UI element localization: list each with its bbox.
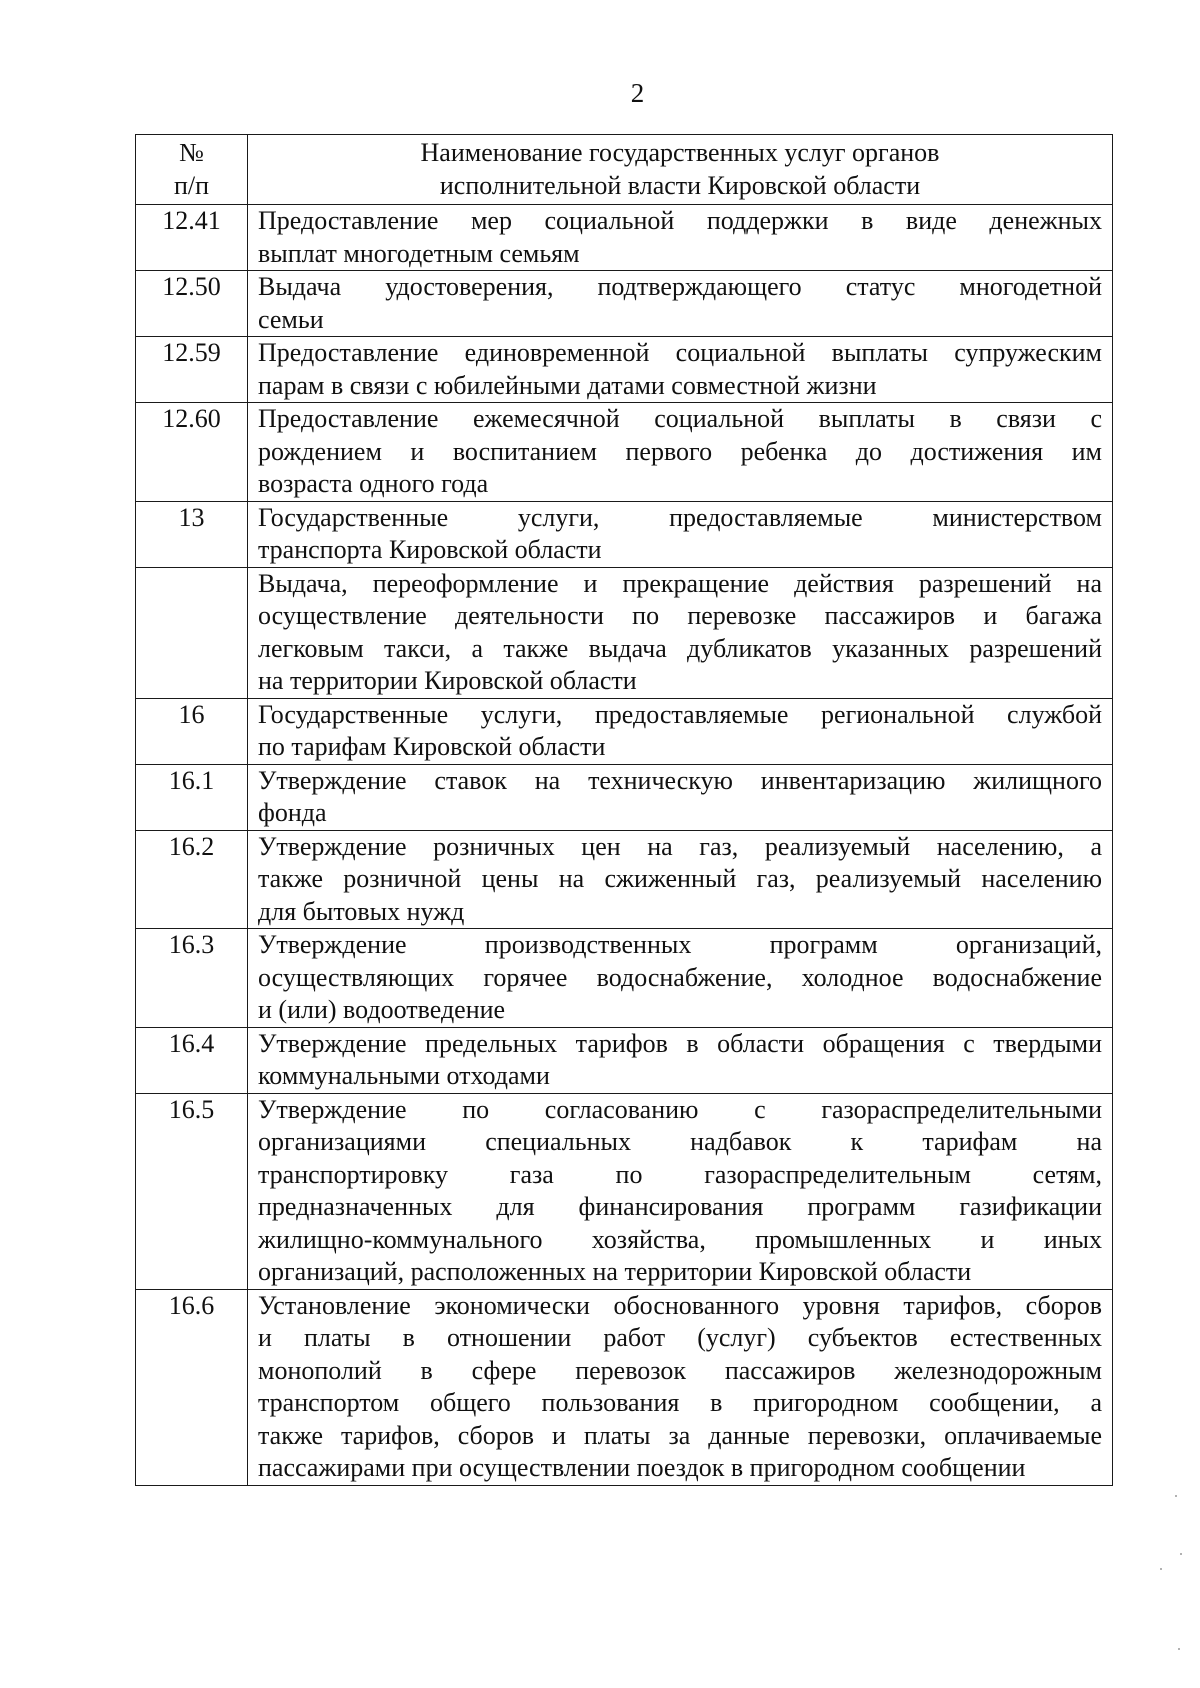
table-row	[136, 271, 1113, 337]
table-header-row	[136, 135, 1113, 205]
table-row	[136, 830, 1113, 929]
row-name-cell	[248, 1027, 1113, 1093]
row-name-line: транспортом общего пользования в пригородном сообщении, а	[258, 1388, 1102, 1417]
row-name-cell	[248, 337, 1113, 403]
row-number-cell: 16	[136, 698, 248, 764]
header-number-cell	[136, 135, 248, 205]
row-name-line: жилищно-коммунального хозяйства, промышленных и иных	[258, 1224, 1102, 1254]
row-name-cell	[248, 698, 1113, 764]
row-name-cell	[248, 403, 1113, 502]
table-body	[136, 205, 1113, 1486]
row-name-cell	[248, 1289, 1113, 1485]
row-name-line: на территории Кировской области	[258, 666, 637, 695]
table-row	[136, 929, 1113, 1028]
row-name-line: Утверждение производственных программ организаций,	[258, 930, 1102, 959]
row-name-line: семьи	[258, 304, 324, 334]
row-name-cell	[248, 929, 1113, 1028]
row-name-line: предназначенных для финансирования программ газификации	[258, 1192, 1102, 1221]
scan-speck	[1160, 1568, 1162, 1570]
row-number-cell: 16.3	[136, 929, 248, 1028]
row-number-cell: 16.6	[136, 1289, 248, 1485]
row-name-line: транспорта Кировской области	[258, 535, 602, 564]
services-table	[135, 134, 1113, 1486]
table-row	[136, 1289, 1113, 1485]
row-name-line: также тарифов, сборов и платы за данные перевозки, оплачиваемые	[258, 1420, 1102, 1450]
row-name-line: рождением и воспитанием первого ребенка до достижения им	[258, 436, 1102, 466]
page-number: 2	[630, 78, 645, 108]
header-name-line: исполнительной власти Кировской области	[439, 170, 921, 200]
row-name-line: коммунальными отходами	[258, 1061, 550, 1090]
row-name-line: Выдача, переоформление и прекращение действия разрешений на	[258, 568, 1102, 598]
row-name-cell	[248, 830, 1113, 929]
row-name-line: Установление экономически обоснованного уровня тарифов, сборов	[258, 1290, 1102, 1320]
row-name-line: транспортировку газа по газораспределительным сетям,	[258, 1159, 1102, 1189]
row-name-line: Государственные услуги, предоставляемые министерством	[258, 502, 1102, 532]
row-name-line: по тарифам Кировской области	[258, 732, 606, 761]
row-number-cell	[136, 567, 248, 698]
row-name-line: также розничной цены на сжиженный газ, реализуемый населению	[258, 864, 1102, 893]
table-row	[136, 1027, 1113, 1093]
row-name-line: для бытовых нужд	[258, 896, 465, 926]
header-number-symbol: №	[179, 138, 204, 167]
table-row	[136, 403, 1113, 502]
row-number-cell: 16.1	[136, 764, 248, 830]
row-name-cell	[248, 764, 1113, 830]
row-name-cell	[248, 1093, 1113, 1289]
row-name-line: организаций, расположенных на территории Кировской области	[258, 1257, 972, 1286]
row-number-cell: 16.5	[136, 1093, 248, 1289]
row-name-line: и платы в отношении работ (услуг) субъектов естественных	[258, 1323, 1102, 1352]
row-name-cell	[248, 271, 1113, 337]
row-name-cell	[248, 567, 1113, 698]
table-row	[136, 337, 1113, 403]
row-name-cell	[248, 205, 1113, 271]
row-name-line: и (или) водоотведение	[258, 995, 506, 1024]
row-number-cell: 12.41	[136, 205, 248, 271]
header-name-cell	[248, 135, 1113, 205]
table-row	[136, 501, 1113, 567]
row-name-line: Предоставление мер социальной поддержки в виде денежных	[258, 206, 1102, 235]
table-row	[136, 1093, 1113, 1289]
row-name-line: легковым такси, а также выдача дубликатов указанных разрешений	[258, 633, 1102, 663]
row-name-line: возраста одного года	[258, 469, 489, 498]
row-name-line: Предоставление ежемесячной социальной выплаты в связи с	[258, 404, 1102, 433]
table-row	[136, 698, 1113, 764]
row-number-cell: 16.4	[136, 1027, 248, 1093]
table-row	[136, 567, 1113, 698]
row-name-line: монополий в сфере перевозок пассажиров железнодорожным	[258, 1355, 1102, 1385]
row-name-line: фонда	[258, 798, 327, 827]
row-number-cell: 12.50	[136, 271, 248, 337]
table-row	[136, 205, 1113, 271]
scan-speck	[1178, 1648, 1180, 1650]
row-number-cell: 13	[136, 501, 248, 567]
row-name-line: парам в связи с юбилейными датами совместной жизни	[258, 370, 877, 400]
row-name-line: Утверждение розничных цен на газ, реализуемый населению, а	[258, 831, 1102, 861]
row-number-cell: 16.2	[136, 830, 248, 929]
row-name-line: Утверждение по согласованию с газораспределительными	[258, 1094, 1102, 1124]
row-name-line: осуществление деятельности по перевозке пассажиров и багажа	[258, 601, 1102, 630]
row-name-line: выплат многодетным семьям	[258, 238, 580, 268]
row-number-cell: 12.60	[136, 403, 248, 502]
row-name-line: Утверждение предельных тарифов в области обращения с твердыми	[258, 1028, 1102, 1058]
scan-speck	[1175, 1495, 1177, 1497]
header-number-abbrev: п/п	[173, 170, 210, 200]
row-name-cell	[248, 501, 1113, 567]
table-row	[136, 764, 1113, 830]
row-number-cell: 12.59	[136, 337, 248, 403]
row-name-line: осуществляющих горячее водоснабжение, холодное водоснабжение	[258, 962, 1102, 992]
row-name-line: Предоставление единовременной социальной выплаты супружеским	[258, 338, 1102, 367]
row-name-line: Государственные услуги, предоставляемые региональной службой	[258, 699, 1102, 729]
row-name-line: Выдача удостоверения, подтверждающего статус многодетной	[258, 272, 1102, 301]
scan-speck	[1180, 1553, 1182, 1555]
row-name-line: Утверждение ставок на техническую инвентаризацию жилищного	[258, 765, 1102, 795]
header-name-line: Наименование государственных услуг органов	[420, 138, 940, 167]
row-name-line: пассажирами при осуществлении поездок в пригородном сообщении	[258, 1453, 1026, 1482]
row-name-line: организациями специальных надбавок к тарифам на	[258, 1127, 1102, 1156]
